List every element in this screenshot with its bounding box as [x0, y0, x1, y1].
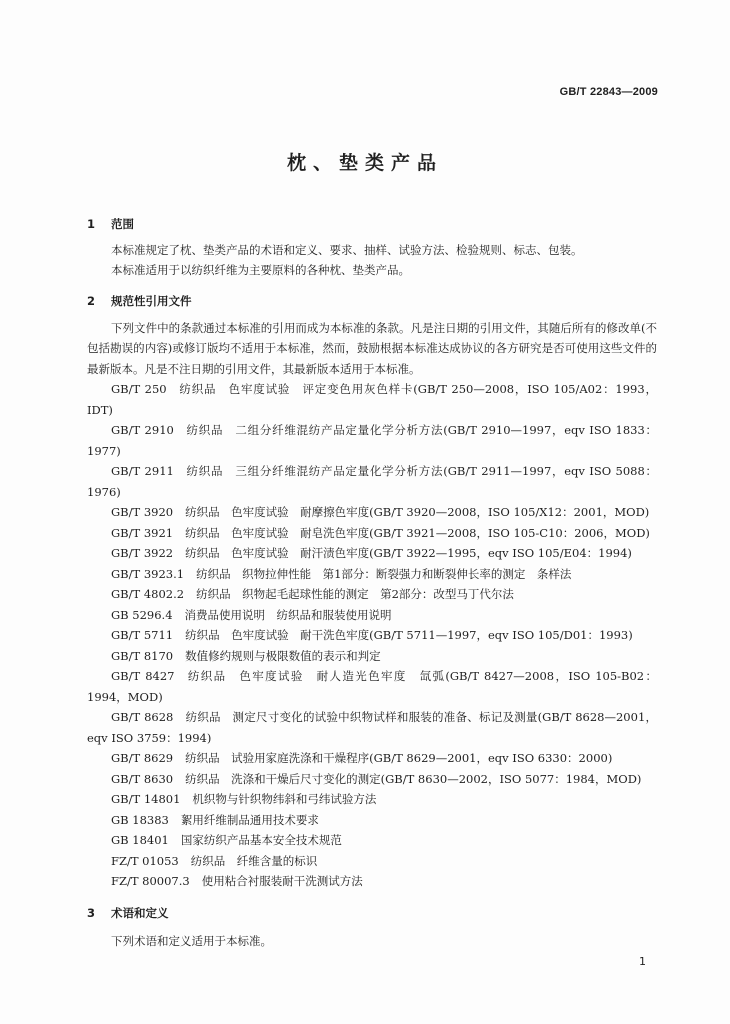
- reference-item: [87, 543, 657, 564]
- reference-item: [87, 707, 657, 748]
- reference-item: [87, 461, 657, 502]
- reference-item: [87, 748, 657, 769]
- reference-item: [87, 769, 657, 790]
- reference-code: GB 18401: [111, 833, 169, 847]
- reference-code: GB/T 3923.1: [111, 566, 185, 581]
- section-number: 1: [87, 217, 96, 231]
- reference-code: GB/T 8170: [111, 648, 174, 663]
- reference-code: GB/T 4802.2: [111, 587, 185, 601]
- reference-item: [87, 851, 657, 872]
- section-heading-terms: [87, 905, 169, 921]
- reference-text: 纺织品 试验用家庭洗涤和干燥程序(GB/T 8629—2001，eqv ISO 6330：2000): [185, 751, 613, 765]
- reference-text: 纺织品 洗涤和干燥后尺寸变化的测定(GB/T 8630—2002，ISO 5077：1984，MOD): [185, 771, 642, 786]
- reference-code: GB/T 2910: [111, 423, 174, 437]
- reference-text: 纺织品 织物拉伸性能 第1部分：断裂强力和断裂伸长率的测定 条样法: [196, 566, 572, 581]
- section-heading-scope: [87, 216, 134, 232]
- reference-text: 机织物与针织物纬斜和弓纬试验方法: [192, 792, 377, 806]
- reference-item: [87, 830, 657, 851]
- reference-text: 纺织品 色牢度试验 评定变色用灰色样卡(GB/T 250—2008，ISO 105/A02：1993，IDT): [87, 382, 657, 417]
- reference-text: 纺织品 测定尺寸变化的试验中织物试样和服装的准备、标记及测量(GB/T 8628—2001，eqv ISO 3759：1994): [87, 710, 657, 745]
- section-heading-normative-references: [87, 293, 192, 309]
- reference-code: GB/T 5711: [111, 628, 174, 642]
- reference-code: GB/T 250: [111, 382, 167, 396]
- reference-item: [87, 584, 657, 605]
- reference-item: [87, 605, 657, 626]
- reference-item: [87, 871, 657, 892]
- paragraph: 本标准适用于以纺织纤维为主要原料的各种枕、垫类产品。: [111, 263, 410, 278]
- reference-code: GB 18383: [111, 812, 169, 827]
- reference-code: GB/T 3922: [111, 546, 174, 560]
- reference-text: 纺织品 色牢度试验 耐干洗色牢度(GB/T 5711—1997，eqv ISO 105/D01：1993): [185, 628, 633, 642]
- reference-text: 絮用纤维制品通用技术要求: [180, 812, 319, 827]
- reference-text: 消费品使用说明 纺织品和服装使用说明: [184, 607, 392, 622]
- reference-item: [87, 789, 657, 810]
- reference-text: 纺织品 二组分纤维混纺产品定量化学分析方法(GB/T 2910—1997，eqv ISO 1833：1977): [87, 423, 657, 458]
- reference-code: GB/T 8427: [111, 669, 175, 683]
- section-number: 3: [87, 906, 96, 920]
- section-title: 范围: [111, 217, 134, 231]
- reference-code: GB/T 8629: [111, 751, 174, 765]
- reference-code: GB/T 14801: [111, 792, 181, 806]
- paragraph: 下列文件中的条款通过本标准的引用而成为本标准的条款。凡是注日期的引用文件，其随后所有的修改单(不包括勘误的内容)或修订版均不适用于本标准，然而，鼓励根据本标准达成协议的各方研究是否可使用这些文件的最新版本。凡是不注日期的引用文件，其最新版本适用于本标准。: [87, 321, 657, 376]
- reference-code: GB/T 8628: [111, 710, 174, 724]
- reference-text: 纺织品 织物起毛起球性能的测定 第2部分：改型马丁代尔法: [196, 587, 514, 601]
- reference-item: [87, 420, 657, 461]
- reference-text: 纺织品 色牢度试验 耐人造光色牢度 氙弧(GB/T 8427—2008，ISO 105-B02：1994，MOD): [87, 669, 657, 704]
- reference-item: [87, 502, 657, 523]
- reference-text: 国家纺织产品基本安全技术规范: [180, 833, 342, 847]
- reference-text: 纺织品 色牢度试验 耐汗渍色牢度(GB/T 3922—1995，eqv ISO 105/E04：1994): [185, 546, 632, 560]
- reference-item: [87, 810, 657, 831]
- reference-text: 纺织品 三组分纤维混纺产品定量化学分析方法(GB/T 2911—1997，eqv ISO 5088：1976): [87, 464, 657, 499]
- reference-text: 数值修约规则与极限数值的表示和判定: [185, 648, 381, 663]
- reference-item: [87, 625, 657, 646]
- reference-list: [87, 379, 657, 892]
- reference-text: 纺织品 色牢度试验 耐皂洗色牢度(GB/T 3921—2008，ISO 105-C10：2006，MOD): [185, 525, 650, 540]
- reference-text: 纺织品 纤维含量的标识: [190, 853, 318, 868]
- reference-code: GB/T 2911: [111, 464, 174, 478]
- reference-item: [87, 523, 657, 544]
- reference-item: [87, 379, 657, 420]
- references-intro: [87, 318, 657, 379]
- reference-item: [87, 646, 657, 667]
- reference-code: GB/T 3920: [111, 505, 174, 519]
- section-number: 2: [87, 294, 96, 308]
- scope-text: [87, 240, 657, 281]
- page-number: 1: [639, 955, 646, 968]
- reference-item: [87, 564, 657, 585]
- reference-code: FZ/T 01053: [111, 853, 179, 868]
- reference-code: GB/T 3921: [111, 525, 174, 540]
- paragraph: 本标准规定了枕、垫类产品的术语和定义、要求、抽样、试验方法、检验规则、标志、包装。: [111, 243, 583, 257]
- reference-code: GB 5296.4: [111, 607, 173, 622]
- reference-text: 使用粘合衬服装耐干洗测试方法: [201, 874, 363, 888]
- reference-item: [87, 666, 657, 707]
- standard-number: GB/T 22843—2009: [559, 86, 658, 98]
- reference-text: 纺织品 色牢度试验 耐摩擦色牢度(GB/T 3920—2008，ISO 105/X12：2001，MOD): [185, 505, 650, 519]
- paragraph: 下列术语和定义适用于本标准。: [111, 934, 272, 948]
- reference-code: FZ/T 80007.3: [111, 874, 190, 888]
- terms-intro: [87, 931, 657, 951]
- section-title: 规范性引用文件: [111, 294, 192, 308]
- document-title: 枕、垫类产品: [286, 152, 443, 174]
- section-title: 术语和定义: [111, 906, 169, 920]
- reference-code: GB/T 8630: [111, 771, 174, 786]
